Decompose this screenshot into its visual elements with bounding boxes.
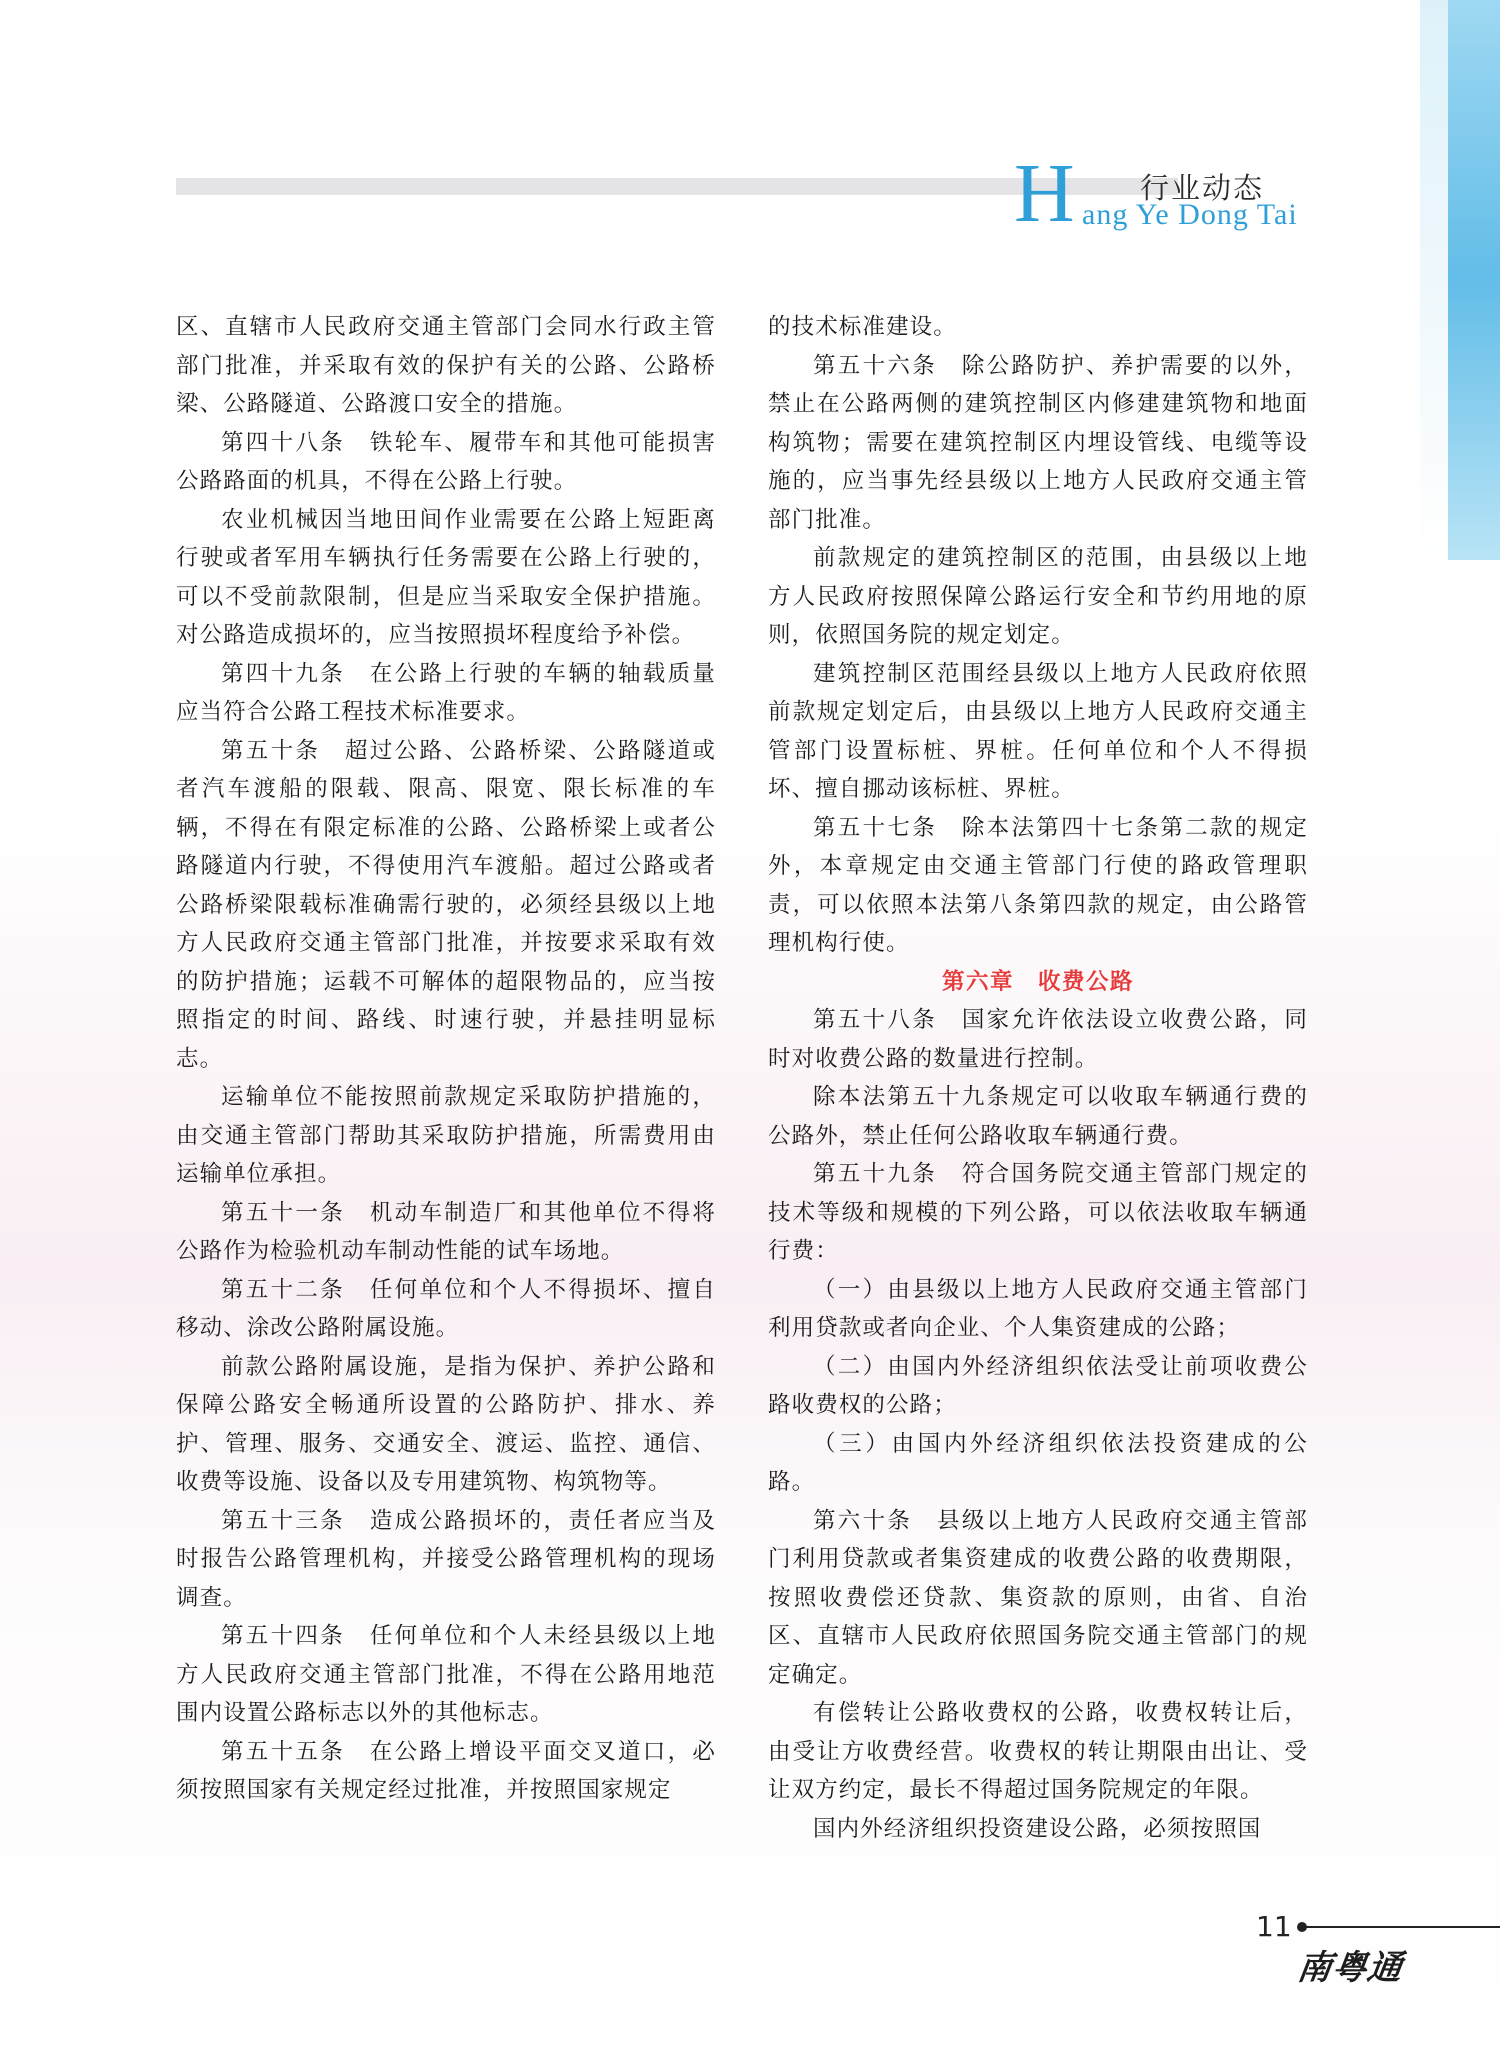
section-title-en: ang Ye Dong Tai	[1082, 198, 1298, 231]
paragraph: 第五十五条 在公路上增设平面交叉道口，必须按照国家有关规定经过批准，并按照国家规定	[176, 1738, 716, 1803]
paragraph: （二）由国内外经济组织依法受让前项收费公路收费权的公路；	[768, 1353, 1308, 1418]
paragraph: 第五十条 超过公路、公路桥梁、公路隧道或者汽车渡船的限载、限高、限宽、限长标准的车辆，不得在有限定标准的公路、公路桥梁上或者公路隧道内行驶，不得使用汽车渡船。超过公路或者公路桥梁限载标准确需行驶的，必须经县级以上地方人民政府交通主管部门批准，并按要求采取有效的防护措施；运载不可解体的超限物品的，应当按照指定的时间、路线、时速行驶，并悬挂明显标志。	[176, 737, 716, 1072]
paragraph: 第五十九条 符合国务院交通主管部门规定的技术等级和规模的下列公路，可以依法收取车辆通行费：	[768, 1161, 1308, 1264]
paragraph: （三）由国内外经济组织依法投资建成的公路。	[768, 1430, 1308, 1495]
page-number: 11	[1256, 1910, 1292, 1943]
paragraph: （一）由县级以上地方人民政府交通主管部门利用贷款或者向企业、个人集资建成的公路；	[768, 1276, 1308, 1341]
paragraph: 第四十八条 铁轮车、履带车和其他可能损害公路路面的机具，不得在公路上行驶。	[176, 429, 716, 494]
page-number-rule	[1306, 1926, 1500, 1928]
paragraph: 有偿转让公路收费权的公路，收费权转让后，由受让方收费经营。收费权的转让期限由出让、受让双方约定，最长不得超过国务院规定的年限。	[768, 1700, 1308, 1803]
paragraph: 第五十七条 除本法第四十七条第二款的规定外，本章规定由交通主管部门行使的路政管理职责，可以依照本法第八条第四款的规定，由公路管理机构行使。	[768, 814, 1308, 956]
section-title-cn: 行业动态	[1140, 171, 1265, 205]
paragraph: 农业机械因当地田间作业需要在公路上短距离行驶或者军用车辆执行任务需要在公路上行驶的，可以不受前款限制，但是应当采取安全保护措施。对公路造成损坏的，应当按照损坏程度给予补偿。	[176, 506, 716, 648]
paragraph: 第四十九条 在公路上行驶的车辆的轴载质量应当符合公路工程技术标准要求。	[176, 660, 716, 725]
paragraph: 第五十三条 造成公路损坏的，责任者应当及时报告公路管理机构，并接受公路管理机构的现场调查。	[176, 1507, 716, 1611]
paragraph: 运输单位不能按照前款规定采取防护措施的，由交通主管部门帮助其采取防护措施，所需费用由运输单位承担。	[176, 1084, 716, 1187]
paragraph: 除本法第五十九条规定可以收取车辆通行费的公路外，禁止任何公路收取车辆通行费。	[768, 1084, 1308, 1149]
paragraph: 第五十八条 国家允许依法设立收费公路，同时对收费公路的数量进行控制。	[768, 1007, 1308, 1072]
paragraph: 建筑控制区范围经县级以上地方人民政府依照前款规定划定后，由县级以上地方人民政府交通主管部门设置标桩、界桩。任何单位和个人不得损坏、擅自挪动该标桩、界桩。	[768, 660, 1308, 802]
left-column	[176, 308, 716, 1810]
side-decoration-stripe	[1448, 0, 1500, 560]
paragraph: 第五十六条 除公路防护、养护需要的以外，禁止在公路两侧的建筑控制区内修建建筑物和地面构筑物；需要在建筑控制区内埋设管线、电缆等设施的，应当事先经县级以上地方人民政府交通主管部门批准。	[768, 352, 1308, 533]
paragraph: 区、直辖市人民政府交通主管部门会同水行政主管部门批准，并采取有效的保护有关的公路、公路桥梁、公路隧道、公路渡口安全的措施。	[176, 314, 716, 417]
right-column	[768, 308, 1308, 1848]
paragraph: 第五十四条 任何单位和个人未经县级以上地方人民政府交通主管部门批准，不得在公路用地范围内设置公路标志以外的其他标志。	[176, 1623, 716, 1726]
paragraph: 的技术标准建设。	[768, 314, 957, 340]
paragraph: 第六十条 县级以上地方人民政府交通主管部门利用贷款或者集资建成的收费公路的收费期限，按照收费偿还贷款、集资款的原则，由省、自治区、直辖市人民政府依照国务院交通主管部门的规定确定。	[768, 1507, 1308, 1688]
magazine-logo: 南粤通	[1294, 1948, 1406, 1988]
chapter-heading: 第六章 收费公路	[941, 968, 1134, 995]
paragraph: 前款规定的建筑控制区的范围，由县级以上地方人民政府按照保障公路运行安全和节约用地的原则，依照国务院的规定划定。	[768, 545, 1308, 648]
paragraph: 第五十一条 机动车制造厂和其他单位不得将公路作为检验机动车制动性能的试车场地。	[176, 1199, 716, 1264]
paragraph: 国内外经济组织投资建设公路，必须按照国	[813, 1815, 1262, 1842]
paragraph: 第五十二条 任何单位和个人不得损坏、擅自移动、涂改公路附属设施。	[176, 1276, 716, 1341]
paragraph: 前款公路附属设施，是指为保护、养护公路和保障公路安全畅通所设置的公路防护、排水、养护、管理、服务、交通安全、渡运、监控、通信、收费等设施、设备以及专用建筑物、构筑物等。	[176, 1353, 716, 1495]
section-initial: H	[1014, 147, 1075, 240]
